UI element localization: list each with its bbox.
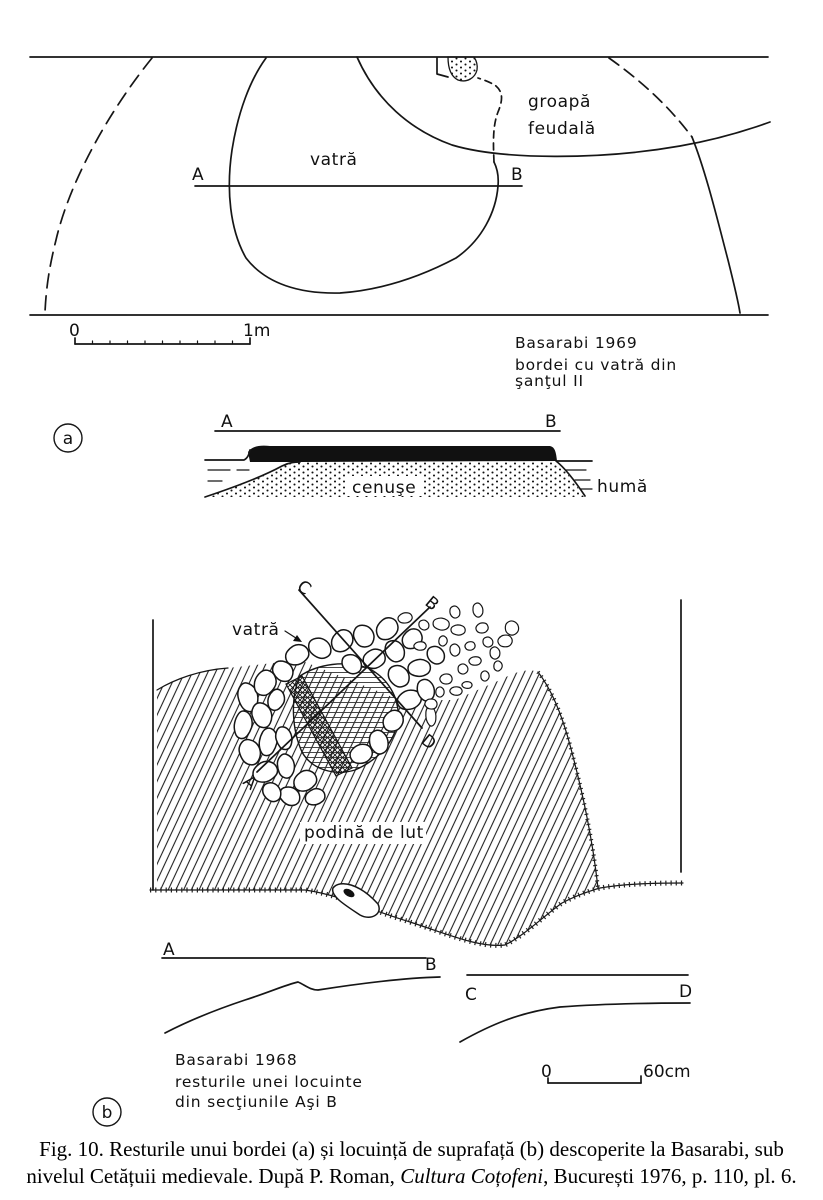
- plan-b: [150, 577, 683, 946]
- stone: [277, 754, 294, 778]
- site-note-line1: bordei cu vatră din: [515, 356, 678, 374]
- stone: [425, 699, 437, 709]
- panel-a: [30, 57, 770, 498]
- stone: [481, 671, 489, 681]
- section-start-label: A: [192, 165, 204, 185]
- stone: [286, 645, 309, 665]
- stone: [498, 635, 512, 647]
- panel-letter-b-text: b: [101, 1103, 113, 1123]
- stone: [353, 625, 374, 647]
- site-note-b-line2: din secţiunile Aşi B: [175, 1093, 338, 1111]
- stone: [376, 618, 398, 640]
- plan-a: [30, 57, 770, 315]
- scale-end-label: 1m: [243, 321, 271, 341]
- section-b-ab: [162, 940, 440, 1033]
- stone: [414, 642, 426, 650]
- section-b-ab-profile: [165, 977, 440, 1033]
- section-b-cd-start: C: [465, 985, 477, 1005]
- panel-b: [93, 577, 692, 1126]
- stone: [494, 661, 502, 671]
- stone: [427, 646, 444, 664]
- stone: [473, 603, 483, 617]
- stone: [483, 637, 493, 647]
- clay-dashes-left: [208, 470, 249, 481]
- stone: [419, 620, 429, 630]
- ash-label: cenuşe: [352, 478, 417, 498]
- section-b-ab-start: A: [163, 940, 175, 960]
- hearth-label: vatră: [310, 150, 358, 170]
- caption-line-2-end: , București 1976, p. 110, pl. 6.: [543, 1164, 797, 1188]
- caption-line-2-start: nivelul Cetățuii medievale. După P. Roman,: [26, 1164, 401, 1188]
- stone: [450, 644, 460, 656]
- clay-label: humă: [597, 477, 648, 497]
- stone: [433, 618, 449, 630]
- stone: [439, 636, 447, 646]
- plan-b-c-label: C: [292, 576, 315, 600]
- panel-letter-a: [54, 424, 82, 452]
- ground-line-left: [205, 450, 250, 460]
- stone: [462, 682, 472, 689]
- scale-bar-1m: [69, 321, 270, 344]
- stone: [469, 657, 481, 665]
- stone: [388, 666, 409, 687]
- plan-b-a-label: A: [238, 771, 261, 795]
- section-a: [205, 412, 648, 498]
- stone: [465, 642, 475, 650]
- stone: [332, 630, 353, 652]
- stone: [490, 647, 500, 659]
- caption-line-2: [0, 1163, 823, 1190]
- stone: [398, 613, 412, 623]
- section-b-cd-end: D: [679, 982, 693, 1002]
- plan-b-b-label: B: [420, 592, 443, 616]
- plan-b-d-label: D: [416, 730, 440, 755]
- stone: [476, 623, 488, 633]
- hearth-outline: [229, 58, 498, 293]
- scale-b-end-label: 60cm: [643, 1062, 691, 1082]
- stone: [450, 606, 460, 618]
- feudal-pit-label-line2: feudală: [528, 119, 596, 139]
- stone: [440, 674, 452, 684]
- dwelling-boundary-right: [692, 137, 740, 313]
- stone: [436, 687, 444, 697]
- hearth-arrowhead: [293, 635, 302, 642]
- plan-b-hearth-label: vatră: [232, 620, 280, 640]
- section-end-label: B: [511, 165, 523, 185]
- site-note-title: Basarabi 1969: [515, 334, 638, 352]
- section-b-cd-profile: [460, 1003, 690, 1042]
- stone: [385, 641, 404, 662]
- stippled-deposit: [448, 57, 477, 81]
- scale-bar-60cm: [541, 1062, 691, 1083]
- dwelling-boundary-right-dashed: [609, 58, 692, 137]
- caption-line-1: Fig. 10. Resturile unui bordei (a) și locuință de suprafață (b) descoperite la Basarabi, sub: [39, 1137, 784, 1161]
- figure-caption: [0, 1136, 823, 1190]
- panel-letter-a-text: a: [62, 429, 74, 449]
- site-note-b: [175, 1051, 363, 1111]
- site-note-b-title: Basarabi 1968: [175, 1051, 298, 1069]
- stone: [309, 638, 331, 658]
- caption-book-title: Cultura Coțofeni: [400, 1164, 544, 1188]
- floor-label: podină de lut: [304, 823, 424, 843]
- stone: [408, 659, 430, 676]
- site-note-b-line1: resturile unei locuinte: [175, 1073, 363, 1091]
- scale-start-label: 0: [69, 321, 80, 341]
- stone: [505, 621, 518, 635]
- hearth-outline-dashed: [478, 78, 502, 162]
- feudal-pit-label-line1: groapă: [528, 92, 592, 112]
- scale-b-start-label: 0: [541, 1062, 552, 1082]
- section-b-ab-end: B: [425, 955, 437, 975]
- section-a-end-label: B: [545, 412, 557, 432]
- section-a-start-label: A: [221, 412, 233, 432]
- deposit-bracket: [437, 58, 448, 77]
- stone: [450, 687, 462, 695]
- section-b-cd: [460, 975, 692, 1042]
- site-note-line2: şanţul II: [515, 372, 584, 390]
- site-note-a: [515, 334, 677, 390]
- panel-letter-b: [93, 1098, 121, 1126]
- stone: [458, 664, 468, 674]
- stone: [451, 625, 465, 635]
- dwelling-boundary-left-dashed: [45, 58, 152, 312]
- hearth-layer: [248, 446, 557, 462]
